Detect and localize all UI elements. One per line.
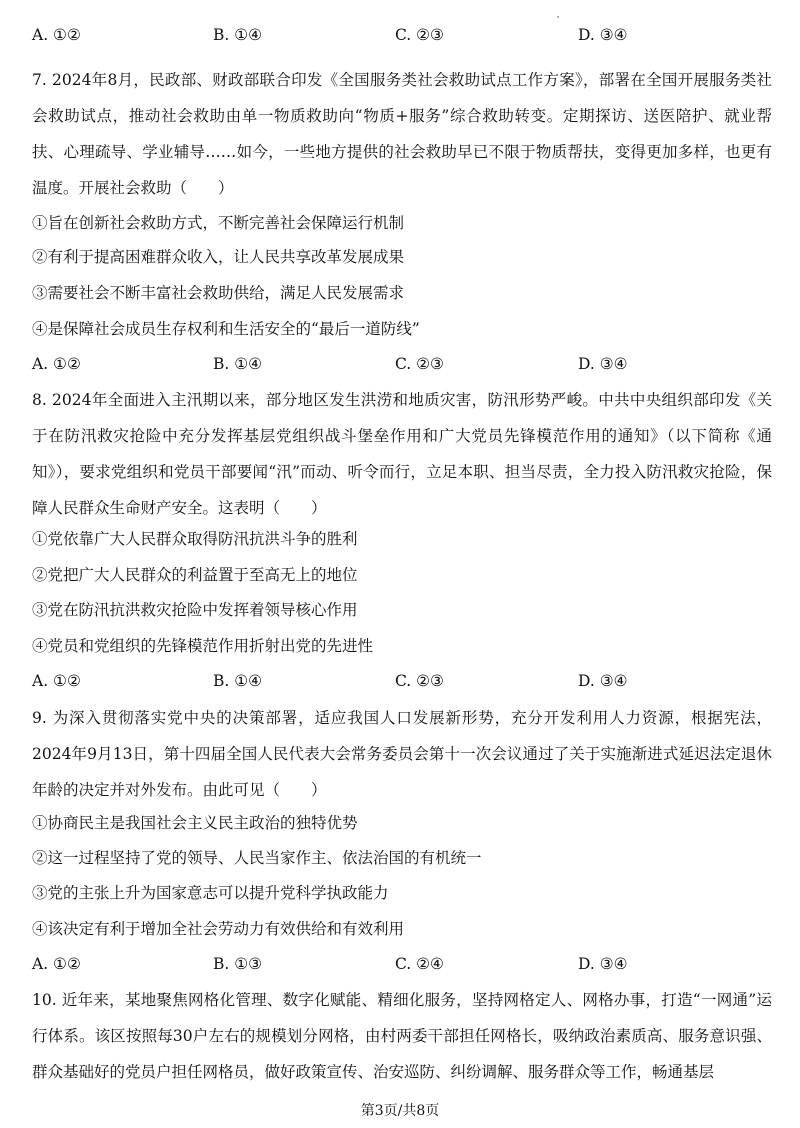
option-a: A. ①②	[32, 26, 81, 44]
q9-stem: 9. 为深入贯彻落实党中央的决策部署，适应我国人口发展新形势，充分开发利用人力资源，根据宪法，2024年9月13日，第十四届全国人民代表大会常务委员会第十一次会议通过了关于实施渐进式延迟法定退休年龄的决定并对外发布。由此可见（ ）	[32, 709, 772, 799]
q7-item-1: ①旨在创新社会救助方式，不断完善社会保障运行机制	[32, 214, 405, 232]
q8-stem: 8. 2024年全面进入主汛期以来，部分地区发生洪涝和地质灾害，防汛形势严峻。中共中央组织部印发《关于在防汛救灾抢险中充分发挥基层党组织战斗堡垒作用和广大党员先锋模范作用的通知》（以下简称《通知》），要求党组织和党员干部要闻“汛”而动、听令而行，立足本职、担当尽责，全力投入防汛救灾抢险，保障人民群众生命财产安全。这表明（ ）	[32, 391, 772, 517]
q8-item-3: ③党在防汛抗洪救灾抢险中发挥着领导核心作用	[32, 601, 358, 619]
page-number: 第3页/共8页	[360, 1103, 440, 1119]
q8-item-2: ②党把广大人民群众的利益置于至高无上的地位	[32, 566, 358, 584]
q7-stem: 7. 2024年8月，民政部、财政部联合印发《全国服务类社会救助试点工作方案》，部署在全国开展服务类社会救助试点，推动社会救助由单一物质救助向“物质+服务”综合救助转变。定期探访、送医陪护、就业帮扶、心理疏导、学业辅导……如今，一些地方提供的社会救助早已不限于物质帮扶，变得更加多样，也更有温度。开展社会救助（ ）	[32, 71, 772, 197]
q8-option-c: C. ②③	[395, 672, 444, 690]
q8-item-4: ④党员和党组织的先锋模范作用折射出党的先进性	[32, 637, 374, 655]
option-c: C. ②③	[395, 26, 444, 44]
prev-question-options	[32, 24, 772, 46]
q9-item-3: ③党的主张上升为国家意志可以提升党科学执政能力	[32, 884, 389, 902]
q7-option-c: C. ②③	[395, 355, 444, 373]
q7-option-a: A. ①②	[32, 355, 81, 373]
q7-option-d: D. ③④	[578, 355, 628, 373]
scan-speck	[557, 16, 559, 18]
q9-option-b: B. ①③	[213, 955, 263, 973]
q9-option-d: D. ③④	[578, 955, 628, 973]
q8-option-d: D. ③④	[578, 672, 628, 690]
q7-item-4: ④是保障社会成员生存权利和生活安全的“最后一道防线”	[32, 320, 420, 338]
q9-option-a: A. ①②	[32, 955, 81, 973]
q8-option-b: B. ①④	[213, 672, 263, 690]
q7-item-3: ③需要社会不断丰富社会救助供给，满足人民发展需求	[32, 284, 405, 302]
option-d: D. ③④	[578, 26, 628, 44]
q9-item-4: ④该决定有利于增加全社会劳动力有效供给和有效利用	[32, 920, 405, 938]
q9-item-2: ②这一过程坚持了党的领导、人民当家作主、依法治国的有机统一	[32, 849, 482, 867]
q8-option-a: A. ①②	[32, 672, 81, 690]
q9-item-1: ①协商民主是我国社会主义民主政治的独特优势	[32, 814, 358, 832]
q8-options	[32, 670, 772, 692]
q7-options	[32, 353, 772, 375]
option-b: B. ①④	[213, 26, 263, 44]
q7-item-2: ②有利于提高困难群众收入，让人民共享改革发展成果	[32, 248, 405, 266]
q7-option-b: B. ①④	[213, 355, 263, 373]
q10-stem: 10. 近年来，某地聚焦网格化管理、数字化赋能、精细化服务，坚持网格定人、网格办事，打造“一网通”运行体系。该区按照每30户左右的规模划分网格，由村两委干部担任网格长，吸纳政治素质高、服务意识强、群众基础好的党员户担任网格员，做好政策宣传、治安巡防、纠纷调解、服务群众等工作，畅通基层	[32, 991, 772, 1081]
q9-options	[32, 953, 772, 975]
q9-option-c: C. ②④	[395, 955, 444, 973]
q8-item-1: ①党依靠广大人民群众取得防汛抗洪斗争的胜利	[32, 530, 358, 548]
